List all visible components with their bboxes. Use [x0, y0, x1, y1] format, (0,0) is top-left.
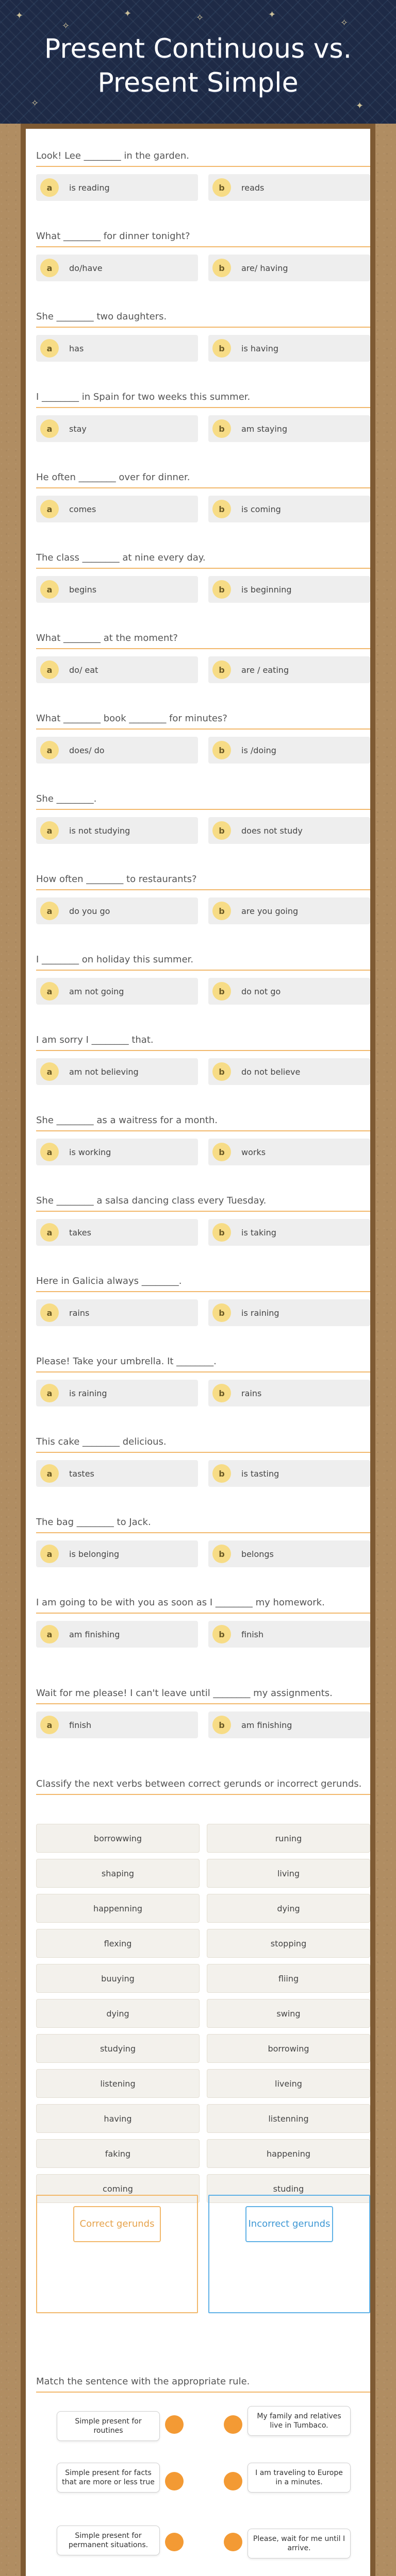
star-icon: ✦ [15, 10, 24, 21]
gerund-item[interactable]: listening [36, 2069, 200, 2098]
badge-b: b [212, 982, 231, 1001]
badge-a: a [40, 1384, 59, 1402]
question-prompt: She ________ two daughters. [36, 310, 370, 328]
badge-a: a [40, 500, 59, 518]
sentence-card: My family and relatives live in Tumbaco. [248, 2406, 351, 2436]
question-15 [36, 1275, 370, 1326]
badge-a: a [40, 419, 59, 438]
question-17 [36, 1435, 370, 1487]
option-b[interactable]: b is /doing [208, 737, 370, 764]
incorrect-gerunds-dropzone[interactable] [208, 2195, 370, 2313]
option-a[interactable]: a rains [36, 1299, 198, 1326]
question-2 [36, 230, 370, 281]
correct-gerunds-label: Correct gerunds [73, 2206, 161, 2242]
question-prompt: Wait for me please! I can't leave until ________ my assignments. [36, 1687, 370, 1704]
gerund-item[interactable]: studing [207, 2174, 370, 2203]
badge-b: b [212, 419, 231, 438]
option-a[interactable]: a is raining [36, 1380, 198, 1406]
badge-a: a [40, 821, 59, 840]
gerund-item[interactable]: living [207, 1859, 370, 1888]
badge-a: a [40, 660, 59, 679]
correct-gerunds-dropzone[interactable] [36, 2195, 198, 2313]
question-9 [36, 792, 370, 844]
badge-a: a [40, 1143, 59, 1161]
gerund-item[interactable]: liveing [207, 2069, 370, 2098]
badge-b: b [212, 1303, 231, 1322]
gerund-item[interactable]: studying [36, 2034, 200, 2063]
badge-b: b [212, 1545, 231, 1563]
question-10 [36, 873, 370, 924]
question-prompt: Here in Galicia always ________. [36, 1275, 370, 1292]
match-area [36, 2406, 370, 2576]
question-prompt: I am going to be with you as soon as I ________ my homework. [36, 1596, 370, 1614]
badge-b: b [212, 1143, 231, 1161]
question-7 [36, 632, 370, 683]
question-prompt: She ________ as a waitress for a month. [36, 1114, 370, 1131]
star-icon: ✦ [356, 100, 364, 111]
question-prompt: She ________ a salsa dancing class every Tuesday. [36, 1194, 370, 1212]
question-3 [36, 310, 370, 362]
rule-card: Simple present for permanent situations. [57, 2526, 160, 2555]
title-line-2: Present Simple [97, 67, 299, 98]
question-prompt: I am sorry I ________ that. [36, 1033, 370, 1051]
question-prompt: I ________ in Spain for two weeks this summer. [36, 391, 370, 408]
badge-b: b [212, 821, 231, 840]
option-a[interactable]: a begins [36, 576, 198, 603]
option-b[interactable]: b reads [208, 174, 370, 201]
badge-b: b [212, 500, 231, 518]
classify-title: Classify the next verbs between correct gerunds or incorrect gerunds. [36, 1777, 370, 1795]
option-a[interactable]: a do you go [36, 897, 198, 924]
badge-b: b [212, 902, 231, 920]
badge-b: b [212, 660, 231, 679]
badge-b: b [212, 580, 231, 599]
badge-a: a [40, 339, 59, 358]
option-a[interactable]: a am not going [36, 978, 198, 1005]
gerund-categories [36, 2195, 370, 2313]
question-11 [36, 953, 370, 1005]
option-b[interactable]: b is tasting [208, 1460, 370, 1487]
gerund-item[interactable]: flexing [36, 1929, 200, 1958]
match-dot-right[interactable] [224, 2472, 242, 2490]
gerund-item[interactable]: dying [207, 1894, 370, 1923]
option-b[interactable]: b does not study [208, 817, 370, 844]
question-8 [36, 712, 370, 764]
badge-a: a [40, 1545, 59, 1563]
option-a[interactable]: a is working [36, 1139, 198, 1165]
question-prompt: Please! Take your umbrella. It ________. [36, 1355, 370, 1372]
gerund-item[interactable]: swing [207, 1999, 370, 2028]
question-1 [36, 149, 370, 201]
option-b[interactable]: b is beginning [208, 576, 370, 603]
option-b[interactable]: b are / eating [208, 656, 370, 683]
option-a[interactable]: a stay [36, 415, 198, 442]
badge-a: a [40, 1303, 59, 1322]
rule-card: Simple present for routines [57, 2411, 160, 2441]
option-b[interactable]: b rains [208, 1380, 370, 1406]
badge-a: a [40, 1716, 59, 1734]
badge-a: a [40, 902, 59, 920]
title-line-1: Present Continuous vs. [44, 33, 352, 64]
question-prompt: I ________ on holiday this summer. [36, 953, 370, 971]
option-b[interactable]: b are you going [208, 897, 370, 924]
rule-card: Simple present for facts that are more or less true [57, 2463, 160, 2493]
badge-b: b [212, 1384, 231, 1402]
badge-a: a [40, 1464, 59, 1483]
star-icon: ✧ [196, 12, 204, 23]
gerund-grid [36, 1824, 370, 2206]
match-dot-right[interactable] [224, 2415, 242, 2434]
gerund-item[interactable]: shaping [36, 1859, 200, 1888]
option-a[interactable]: a finish [36, 1711, 198, 1738]
gerund-item[interactable]: stopping [207, 1929, 370, 1958]
badge-a: a [40, 1625, 59, 1643]
option-b[interactable]: b is having [208, 335, 370, 362]
question-prompt: Look! Lee ________ in the garden. [36, 149, 370, 167]
question-prompt: What ________ book ________ for minutes? [36, 712, 370, 730]
badge-b: b [212, 1716, 231, 1734]
question-prompt: This cake ________ delicious. [36, 1435, 370, 1453]
option-a[interactable]: a tastes [36, 1460, 198, 1487]
gerund-item[interactable]: borrowwing [36, 1824, 200, 1853]
option-b[interactable]: b finish [208, 1621, 370, 1648]
option-a[interactable]: a am finishing [36, 1621, 198, 1648]
badge-a: a [40, 1223, 59, 1242]
incorrect-gerunds-label: Incorrect gerunds [245, 2206, 333, 2242]
match-dot-left[interactable] [165, 2415, 184, 2434]
gerund-item[interactable]: coming [36, 2174, 200, 2203]
badge-a: a [40, 1062, 59, 1081]
badge-b: b [212, 339, 231, 358]
gerund-item[interactable]: dying [36, 1999, 200, 2028]
question-14 [36, 1194, 370, 1246]
gerund-item[interactable]: runing [207, 1824, 370, 1853]
gerund-item[interactable]: borrowing [207, 2034, 370, 2063]
gerund-item[interactable]: having [36, 2104, 200, 2133]
option-b[interactable]: b am staying [208, 415, 370, 442]
match-dot-right[interactable] [224, 2533, 242, 2551]
option-a[interactable]: a do/ eat [36, 656, 198, 683]
gerund-item[interactable]: listenning [207, 2104, 370, 2133]
option-b[interactable]: b is taking [208, 1219, 370, 1246]
star-icon: ✧ [31, 98, 39, 109]
badge-b: b [212, 1223, 231, 1242]
question-prompt: What ________ for dinner tonight? [36, 230, 370, 247]
question-5 [36, 471, 370, 522]
option-b[interactable]: b do not believe [208, 1058, 370, 1085]
badge-b: b [212, 1625, 231, 1643]
question-prompt: What ________ at the moment? [36, 632, 370, 649]
badge-a: a [40, 259, 59, 277]
badge-b: b [212, 259, 231, 277]
option-b[interactable]: b am finishing [208, 1711, 370, 1738]
option-b[interactable]: b works [208, 1139, 370, 1165]
badge-a: a [40, 178, 59, 197]
match-title: Match the sentence with the appropriate rule. [36, 2375, 370, 2393]
option-b[interactable]: b is raining [208, 1299, 370, 1326]
gerund-item[interactable]: happenning [36, 1894, 200, 1923]
option-a[interactable]: a is belonging [36, 1540, 198, 1567]
question-16 [36, 1355, 370, 1406]
match-dot-left[interactable] [165, 2533, 184, 2551]
star-icon: ✦ [124, 8, 132, 19]
question-20 [36, 1687, 370, 1738]
badge-b: b [212, 741, 231, 759]
option-a[interactable]: a does/ do [36, 737, 198, 764]
option-b[interactable]: b are/ having [208, 255, 370, 281]
question-19 [36, 1596, 370, 1648]
sentence-card: Please, wait for me until I arrive. [248, 2529, 351, 2558]
gerund-item[interactable]: faking [36, 2139, 200, 2168]
star-icon: ✦ [268, 9, 276, 20]
option-a[interactable]: a comes [36, 496, 198, 522]
badge-b: b [212, 1062, 231, 1081]
option-b[interactable]: b is coming [208, 496, 370, 522]
badge-b: b [212, 1464, 231, 1483]
question-prompt: How often ________ to restaurants? [36, 873, 370, 890]
question-prompt: She ________. [36, 792, 370, 810]
option-a[interactable]: a has [36, 335, 198, 362]
match-dot-left[interactable] [165, 2472, 184, 2490]
option-b[interactable]: b belongs [208, 1540, 370, 1567]
star-icon: ✧ [62, 21, 70, 31]
option-a[interactable]: a is reading [36, 174, 198, 201]
question-13 [36, 1114, 370, 1165]
badge-b: b [212, 178, 231, 197]
page-title [0, 32, 396, 100]
worksheet-sheet [21, 124, 375, 2576]
sentence-card: I am traveling to Europe in a minutes. [248, 2463, 351, 2493]
question-12 [36, 1033, 370, 1085]
star-icon: ✧ [340, 18, 349, 28]
header-banner [0, 0, 396, 124]
option-a[interactable]: a is not studying [36, 817, 198, 844]
gerund-item[interactable]: happening [207, 2139, 370, 2168]
badge-a: a [40, 580, 59, 599]
option-b[interactable]: b do not go [208, 978, 370, 1005]
badge-a: a [40, 982, 59, 1001]
question-18 [36, 1516, 370, 1567]
question-prompt: The class ________ at nine every day. [36, 551, 370, 569]
question-6 [36, 551, 370, 603]
option-a[interactable]: a takes [36, 1219, 198, 1246]
question-4 [36, 391, 370, 442]
gerund-item[interactable]: buuying [36, 1964, 200, 1993]
question-prompt: He often ________ over for dinner. [36, 471, 370, 488]
gerund-item[interactable]: fliing [207, 1964, 370, 1993]
question-prompt: The bag ________ to Jack. [36, 1516, 370, 1533]
badge-a: a [40, 741, 59, 759]
option-a[interactable]: a do/have [36, 255, 198, 281]
option-a[interactable]: a am not believing [36, 1058, 198, 1085]
